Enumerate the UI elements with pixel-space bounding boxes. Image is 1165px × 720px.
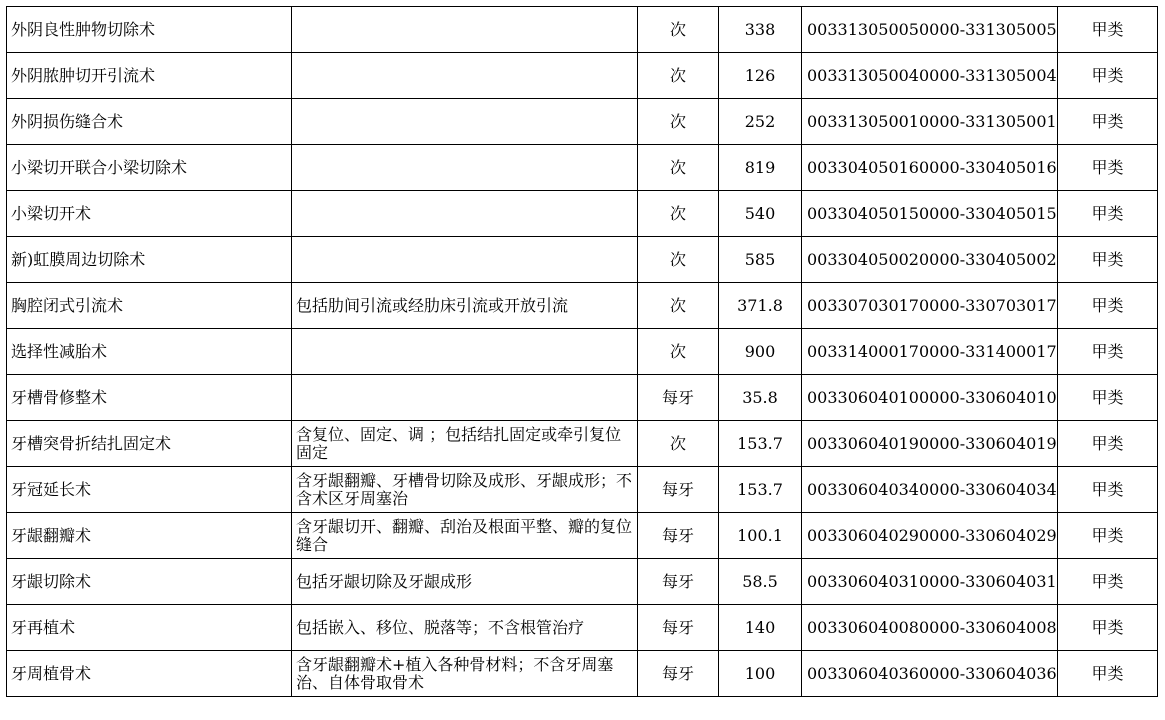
table-row xyxy=(7,145,1158,191)
item-code-cell: 003306040360000-330604036 xyxy=(802,651,1058,697)
item-unit-cell: 每牙 xyxy=(638,513,719,559)
item-category-cell: 甲类 xyxy=(1058,375,1158,421)
item-category-cell: 甲类 xyxy=(1058,283,1158,329)
item-unit-cell: 每牙 xyxy=(638,651,719,697)
item-unit-cell: 次 xyxy=(638,191,719,237)
item-price-cell: 100.1 xyxy=(719,513,802,559)
item-price-cell: 153.7 xyxy=(719,421,802,467)
item-code-cell: 003306040100000-330604010 xyxy=(802,375,1058,421)
table-row xyxy=(7,421,1158,467)
item-unit-cell: 每牙 xyxy=(638,559,719,605)
item-name-cell: 外阴损伤缝合术 xyxy=(7,99,292,145)
item-description-cell xyxy=(292,145,638,191)
table-row xyxy=(7,559,1158,605)
item-price-cell: 35.8 xyxy=(719,375,802,421)
table-row xyxy=(7,7,1158,53)
item-category-cell: 甲类 xyxy=(1058,513,1158,559)
item-category-cell: 甲类 xyxy=(1058,421,1158,467)
item-name-cell: 牙槽突骨折结扎固定术 xyxy=(7,421,292,467)
item-code-cell: 003306040310000-330604031 xyxy=(802,559,1058,605)
item-unit-cell: 次 xyxy=(638,421,719,467)
item-code-cell: 003304050020000-330405002 xyxy=(802,237,1058,283)
item-price-cell: 153.7 xyxy=(719,467,802,513)
item-description-cell: 含牙龈翻瓣、牙槽骨切除及成形、牙龈成形；不含术区牙周塞治 xyxy=(292,467,638,513)
item-description-cell: 包括牙龈切除及牙龈成形 xyxy=(292,559,638,605)
item-category-cell: 甲类 xyxy=(1058,651,1158,697)
table-row xyxy=(7,467,1158,513)
item-category-cell: 甲类 xyxy=(1058,467,1158,513)
item-unit-cell: 每牙 xyxy=(638,467,719,513)
item-category-cell: 甲类 xyxy=(1058,559,1158,605)
item-price-cell: 585 xyxy=(719,237,802,283)
item-price-cell: 338 xyxy=(719,7,802,53)
item-description-cell xyxy=(292,329,638,375)
item-code-cell: 003314000170000-331400017 xyxy=(802,329,1058,375)
item-name-cell: 新)虹膜周边切除术 xyxy=(7,237,292,283)
item-price-cell: 126 xyxy=(719,53,802,99)
item-description-cell xyxy=(292,375,638,421)
table-row xyxy=(7,99,1158,145)
item-description-cell xyxy=(292,99,638,145)
item-name-cell: 小梁切开联合小梁切除术 xyxy=(7,145,292,191)
item-code-cell: 003313050050000-331305005 xyxy=(802,7,1058,53)
item-unit-cell: 次 xyxy=(638,7,719,53)
item-category-cell: 甲类 xyxy=(1058,329,1158,375)
item-name-cell: 牙槽骨修整术 xyxy=(7,375,292,421)
item-unit-cell: 次 xyxy=(638,237,719,283)
item-description-cell: 含牙龈翻瓣术+植入各种骨材料；不含牙周塞治、自体骨取骨术 xyxy=(292,651,638,697)
item-description-cell xyxy=(292,53,638,99)
item-description-cell xyxy=(292,191,638,237)
fee-table xyxy=(6,6,1158,697)
table-row xyxy=(7,513,1158,559)
item-code-cell: 003304050160000-330405016 xyxy=(802,145,1058,191)
item-name-cell: 小梁切开术 xyxy=(7,191,292,237)
table-row xyxy=(7,375,1158,421)
table-row xyxy=(7,53,1158,99)
item-description-cell: 含复位、固定、调 ；包括结扎固定或牵引复位固定 xyxy=(292,421,638,467)
item-code-cell: 003313050040000-331305004 xyxy=(802,53,1058,99)
item-price-cell: 58.5 xyxy=(719,559,802,605)
item-unit-cell: 次 xyxy=(638,283,719,329)
item-code-cell: 003306040190000-330604019 xyxy=(802,421,1058,467)
item-price-cell: 371.8 xyxy=(719,283,802,329)
item-price-cell: 540 xyxy=(719,191,802,237)
item-name-cell: 外阴良性肿物切除术 xyxy=(7,7,292,53)
item-code-cell: 003306040340000-330604034 xyxy=(802,467,1058,513)
item-category-cell: 甲类 xyxy=(1058,145,1158,191)
item-name-cell: 外阴脓肿切开引流术 xyxy=(7,53,292,99)
item-code-cell: 003304050150000-330405015 xyxy=(802,191,1058,237)
item-name-cell: 选择性减胎术 xyxy=(7,329,292,375)
table-row xyxy=(7,237,1158,283)
item-price-cell: 140 xyxy=(719,605,802,651)
table-body xyxy=(7,7,1158,697)
item-description-cell: 含牙龈切开、翻瓣、刮治及根面平整、瓣的复位缝合 xyxy=(292,513,638,559)
item-unit-cell: 次 xyxy=(638,99,719,145)
table-row xyxy=(7,191,1158,237)
item-name-cell: 牙再植术 xyxy=(7,605,292,651)
item-description-cell: 包括肋间引流或经肋床引流或开放引流 xyxy=(292,283,638,329)
item-category-cell: 甲类 xyxy=(1058,605,1158,651)
item-code-cell: 003313050010000-331305001 xyxy=(802,99,1058,145)
item-unit-cell: 次 xyxy=(638,329,719,375)
item-description-cell xyxy=(292,237,638,283)
item-price-cell: 900 xyxy=(719,329,802,375)
item-unit-cell: 次 xyxy=(638,145,719,191)
item-unit-cell: 次 xyxy=(638,53,719,99)
item-unit-cell: 每牙 xyxy=(638,375,719,421)
item-description-cell xyxy=(292,7,638,53)
item-price-cell: 100 xyxy=(719,651,802,697)
item-name-cell: 牙龈翻瓣术 xyxy=(7,513,292,559)
table-row xyxy=(7,651,1158,697)
item-category-cell: 甲类 xyxy=(1058,191,1158,237)
item-code-cell: 003306040290000-330604029 xyxy=(802,513,1058,559)
table-row xyxy=(7,283,1158,329)
item-code-cell: 003307030170000-330703017 xyxy=(802,283,1058,329)
item-name-cell: 牙冠延长术 xyxy=(7,467,292,513)
item-category-cell: 甲类 xyxy=(1058,53,1158,99)
table-row xyxy=(7,329,1158,375)
item-unit-cell: 每牙 xyxy=(638,605,719,651)
item-description-cell: 包括嵌入、移位、脱落等；不含根管治疗 xyxy=(292,605,638,651)
item-code-cell: 003306040080000-330604008 xyxy=(802,605,1058,651)
table-row xyxy=(7,605,1158,651)
item-name-cell: 牙龈切除术 xyxy=(7,559,292,605)
item-name-cell: 牙周植骨术 xyxy=(7,651,292,697)
item-name-cell: 胸腔闭式引流术 xyxy=(7,283,292,329)
item-price-cell: 819 xyxy=(719,145,802,191)
item-category-cell: 甲类 xyxy=(1058,99,1158,145)
item-category-cell: 甲类 xyxy=(1058,7,1158,53)
item-category-cell: 甲类 xyxy=(1058,237,1158,283)
item-price-cell: 252 xyxy=(719,99,802,145)
